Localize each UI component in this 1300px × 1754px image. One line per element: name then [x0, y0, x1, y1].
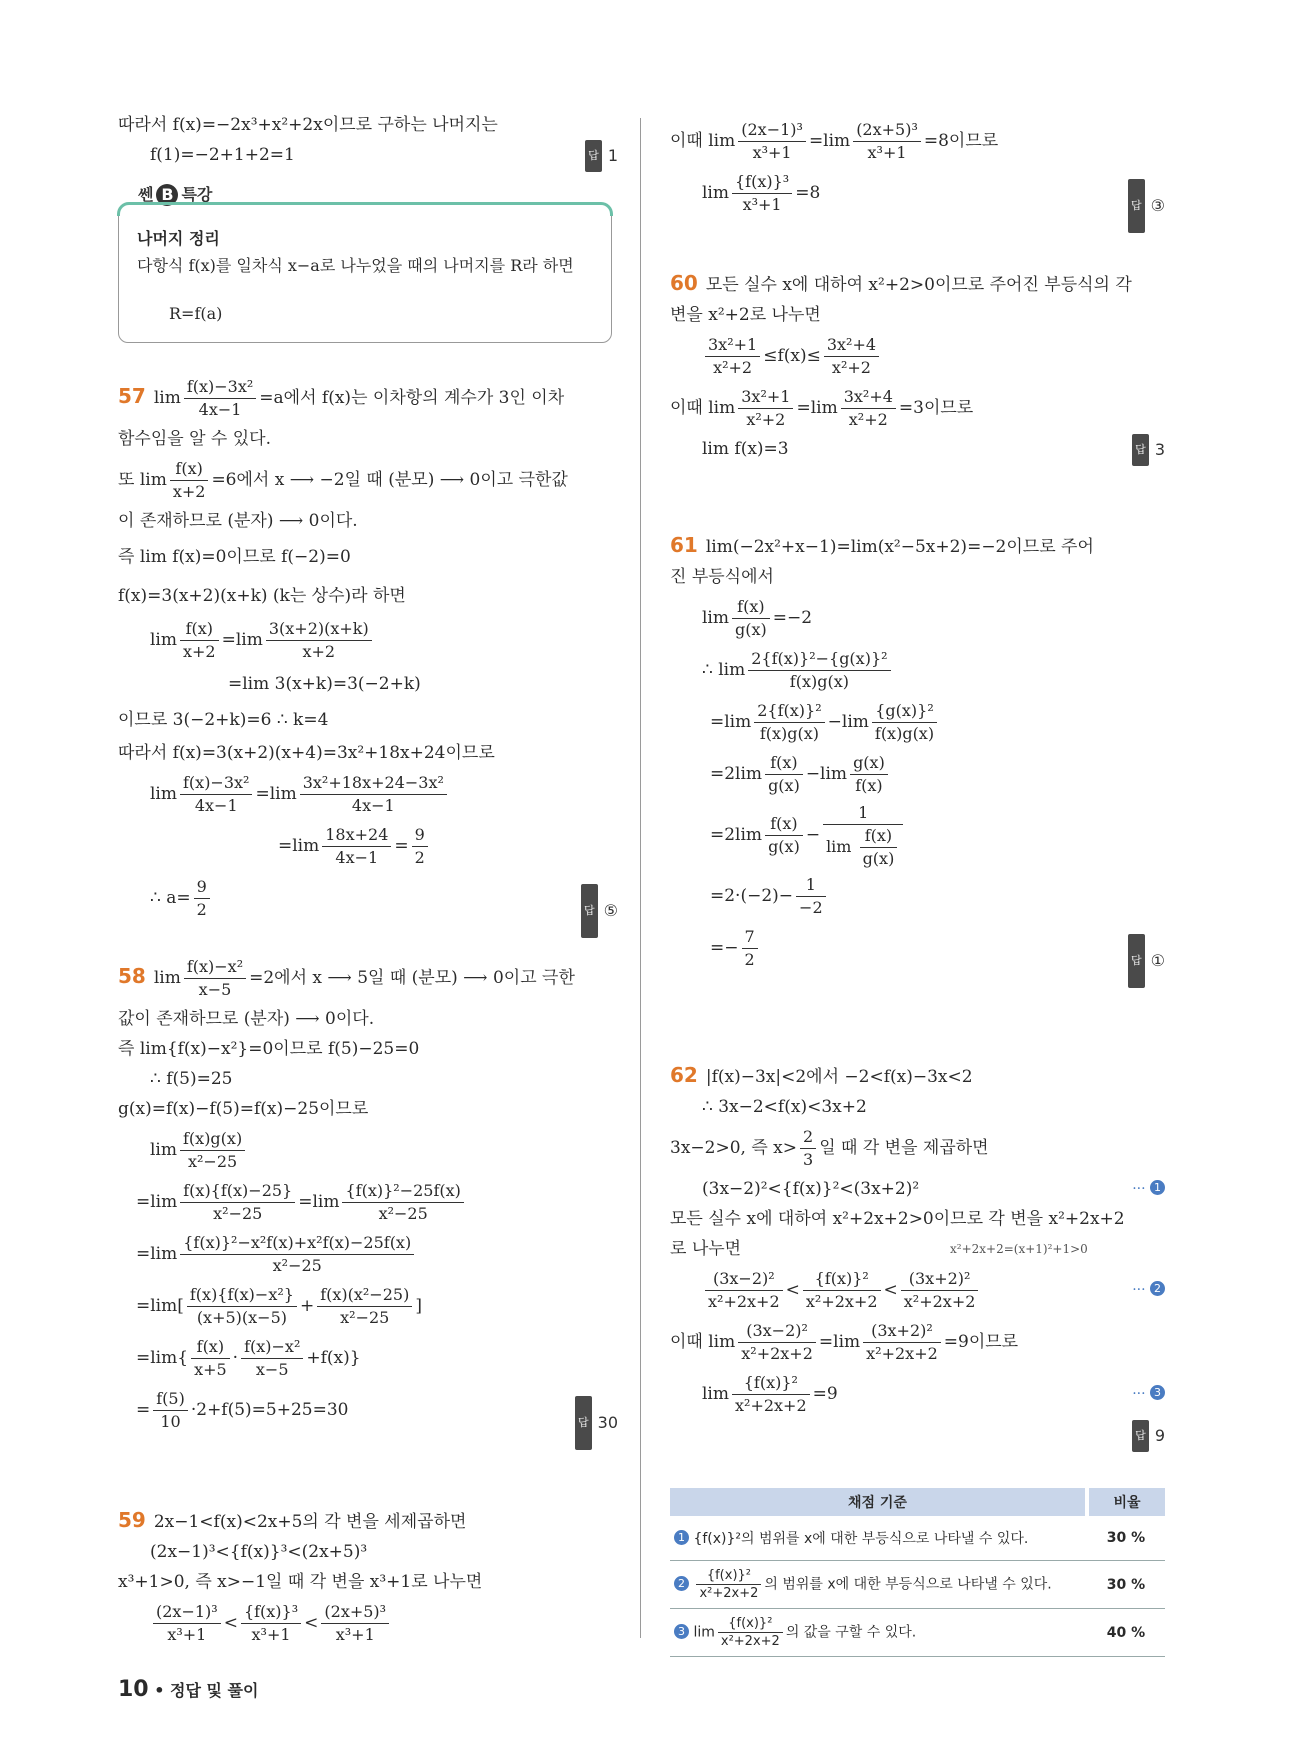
answer-59: [1128, 179, 1165, 233]
step-number: 3: [674, 1624, 689, 1639]
formula-line: 이때 lim $\frac{\text{3x²+1}}{\text{x²+2}}$ =lim $\frac{\text{3x²+4}}{\text{x²+2}}$ =3이므로: [670, 387, 974, 429]
answer-badge: 답: [1128, 179, 1145, 233]
tip-title: 나머지 정리: [137, 229, 220, 248]
answer-61: [1128, 934, 1165, 988]
answer-value: 3: [1154, 440, 1165, 459]
table-header: 비율: [1087, 1488, 1165, 1516]
text: =8이므로: [923, 131, 999, 151]
text: ∴ a=: [150, 888, 191, 908]
problem-number: 61: [670, 533, 698, 557]
fraction: $\frac{7}{2}$: [742, 926, 758, 971]
fraction: $\frac{\text{3x²+1}}{\text{x²+2}}$: [738, 386, 793, 431]
fraction: $\frac{18x+24}{4x-1}$: [322, 824, 391, 869]
fraction: $\frac{\text{(3x−2)²}}{\text{x²+2x+2}}$: [705, 1268, 783, 1313]
step-marker: ··· 2: [1132, 1264, 1165, 1316]
text-line: g(x)=f(x)−f(5)=f(x)−25이므로: [118, 1099, 369, 1119]
formula-line: lim $\frac{f(x)}{x+2}$ =lim $\frac{3(x+2)(x+k)}{x+2}$: [118, 614, 618, 666]
text: 2x−1<f(x)<2x+5의 각 변을 세제곱하면: [153, 1512, 467, 1532]
table-cell: 30 %: [1087, 1516, 1165, 1561]
text: 의 값을 구할 수 있다.: [785, 1624, 917, 1641]
answer-badge: 답: [581, 884, 598, 938]
fraction: $\frac{\text{(2x−1)³}}{\text{x³+1}}$: [153, 1601, 221, 1646]
fraction: 1 lim $\frac{f(x)}{g(x)}$: [823, 802, 903, 870]
solution-61: [670, 530, 1165, 974]
fraction: $\frac{\text{\{f(x)\}²}}{\text{x²+2x+2}}$: [803, 1268, 881, 1313]
text-line: 따라서 f(x)=3(x+2)(x+4)=3x²+18x+24이므로: [118, 743, 495, 763]
fraction: $\frac{f(x)g(x)}{\text{x²−25}}$: [180, 1128, 245, 1173]
solution-60: [670, 268, 1165, 464]
answer-57: [581, 884, 618, 938]
formula-line: $\frac{\text{(3x−2)²}}{\text{x²+2x+2}}$ < $\frac{\text{\{f(x)\}²}}{\text{x²+2x+2}}$ < $\frac{\text{(3x+2)²}}{\text{x²+2x+2}}$ ··· 2: [670, 1264, 1165, 1316]
tip-brand: 쎈: [138, 185, 154, 204]
table-cell: 30 %: [1087, 1561, 1165, 1609]
text: ·2+f(5)=5+25=30: [190, 1400, 349, 1420]
text-line: 따라서 f(x)=−2x³+x²+2x이므로 구하는 나머지는: [118, 115, 498, 135]
text: |f(x)−3x|<2에서 −2<f(x)−3x<2: [705, 1067, 973, 1087]
table-row: [670, 1561, 1165, 1609]
fraction: $\frac{\text{\{f(x)\}²}}{\text{x²+2x+2}}$: [732, 1372, 810, 1417]
answer-badge: 답: [1132, 434, 1149, 466]
solution-58: [118, 950, 618, 1436]
table-row: [670, 1609, 1165, 1657]
text-line: ∴ f(5)=25: [150, 1069, 233, 1089]
problem-number: 58: [118, 964, 146, 988]
formula-line: ∴ lim $\frac{\text{2\{f(x)\}²−\{g(x)\}²}}{f(x)g(x)}$: [670, 644, 1165, 696]
fraction: $\frac{\text{(3x+2)²}}{\text{x²+2x+2}}$: [863, 1320, 941, 1365]
fraction: $\frac{f(x)}{x+5}$: [191, 1336, 230, 1381]
text-line: 즉 lim{f(x)−x²}=0이므로 f(5)−25=0: [118, 1039, 420, 1059]
solution-62: [670, 1060, 1165, 1450]
fraction: $\frac{\text{\{f(x)\}³}}{\text{x³+1}}$: [241, 1601, 301, 1646]
text: 또 lim: [118, 470, 167, 490]
fraction: $\frac{\text{(3x+2)²}}{\text{x²+2x+2}}$: [901, 1268, 979, 1313]
text-line: [118, 370, 618, 424]
text-line: [670, 530, 1165, 562]
formula-line: =lim $\frac{\text{\{f(x)\}²−x²f(x)+x²f(x)−25f(x)}}{\text{x²−25}}$: [118, 1228, 618, 1280]
fraction: $\frac{\text{(2x−1)³}}{\text{x³+1}}$: [738, 119, 806, 164]
table-cell: [670, 1561, 1087, 1609]
fraction: $\frac{\text{f(x)−3x²}}{4x-1}$: [184, 376, 256, 421]
formula-line: ∴ 3x−2<f(x)<3x+2: [702, 1097, 867, 1117]
formula-line: lim $\frac{\text{f(x)−3x²}}{4x-1}$ =lim $\frac{\text{3x²+18x+24−3x²}}{4x-1}$: [118, 768, 618, 820]
text-line: [670, 1234, 1165, 1264]
formula-line: lim $\frac{f(x)}{g(x)}$ =−2: [702, 597, 813, 639]
text-line: 이 존재하므로 (분자) ⟶ 0이다.: [118, 511, 358, 531]
formula-line: lim $\frac{\text{\{f(x)\}³}}{\text{x³+1}}$ =8 답 ③: [670, 167, 1165, 219]
text: (3x−2)²<{f(x)}²<(3x+2)²: [702, 1179, 920, 1199]
formula-line: lim $\frac{f(x)g(x)}{\text{x²−25}}$: [118, 1124, 618, 1176]
answer-value: 30: [597, 1413, 618, 1432]
fraction: $\frac{9}{2}$: [412, 824, 428, 869]
text-line: 진 부등식에서: [670, 567, 774, 587]
formula-line: =lim $\frac{\text{2\{f(x)\}²}}{f(x)g(x)}$ −lim $\frac{\text{\{g(x)\}²}}{f(x)g(x)}$: [670, 696, 1165, 748]
table-header-row: [670, 1488, 1165, 1516]
text-line: [670, 268, 1165, 300]
problem-number: 60: [670, 271, 698, 295]
answer-62: [1132, 1420, 1165, 1452]
step-number: 1: [674, 1530, 689, 1545]
text-line: 58 lim $\frac{\text{f(x)−x²}}{x-5}$ =2에서 x ⟶ 5일 때 (분모) ⟶ 0이고 극한: [118, 957, 575, 999]
answer-badge: 답: [585, 140, 602, 172]
problem-number: 62: [670, 1063, 698, 1087]
formula-line: =lim $\frac{18x+24}{4x-1}$ = $\frac{9}{2}$: [118, 820, 618, 872]
answer-value: 1: [607, 146, 618, 165]
fraction: $\frac{\text{f(x)(x²−25)}}{\text{x²−25}}$: [317, 1284, 412, 1329]
fraction: $\frac{\text{(3x−2)²}}{\text{x²+2x+2}}$: [738, 1320, 816, 1365]
answer-value: ⑤: [603, 901, 618, 920]
text-line: 모든 실수 x에 대하여 x²+2x+2>0이므로 각 변을 x²+2x+2: [670, 1209, 1125, 1229]
fraction: $\frac{\text{3x²+18x+24−3x²}}{4x-1}$: [300, 772, 447, 817]
table-row: [670, 1516, 1165, 1561]
grading-table: [670, 1488, 1165, 1657]
text-line: [118, 140, 618, 170]
answer-value: 9: [1154, 1426, 1165, 1445]
text: {f(x)}²의 범위를 x에 대한 부등식으로 나타낼 수 있다.: [693, 1531, 1029, 1547]
fraction: $\frac{f(5)}{10}$: [153, 1388, 188, 1433]
fraction: $\frac{f(x)}{g(x)}$: [732, 596, 770, 641]
table-cell: 40 %: [1087, 1609, 1165, 1657]
formula-line: $\frac{\text{3x²+1}}{\text{x²+2}}$ ≤f(x)≤ $\frac{\text{3x²+4}}{\text{x²+2}}$: [670, 330, 1165, 382]
text: =2·(−2)−: [710, 886, 794, 906]
fraction: $\frac{\text{\{f(x)\}²−x²f(x)+x²f(x)−25f(x)}}{\text{x²−25}}$: [180, 1232, 414, 1277]
text-line: x³+1>0, 즉 x>−1일 때 각 변을 x³+1로 나누면: [118, 1572, 483, 1592]
side-note: x²+2x+2=(x+1)²+1>0: [950, 1242, 1088, 1256]
formula-line: =2lim $\frac{f(x)}{g(x)}$ −lim $\frac{g(x)}{f(x)}$: [670, 748, 1165, 800]
fraction: $\frac{\text{f(x)\{f(x)−x²\}}}{(x+5)(x-5)}$: [187, 1284, 297, 1329]
formula-line: [118, 872, 618, 924]
fraction: $\frac{f(x)}{g(x)}$: [765, 813, 803, 858]
column-divider: [640, 118, 641, 1638]
text: lim f(x)=3: [702, 439, 789, 459]
text: 로 나누면: [670, 1239, 742, 1259]
fraction: $\frac{1}{-2}$: [796, 874, 826, 919]
answer-60: [1132, 434, 1165, 466]
fraction: $\frac{\text{\{f(x)\}³}}{\text{x³+1}}$: [732, 171, 792, 216]
answer-58: [575, 1396, 618, 1450]
step-marker: ··· 3: [1132, 1368, 1165, 1420]
fraction: $\frac{\text{3x²+4}}{\text{x²+2}}$: [841, 386, 896, 431]
fraction: $\frac{\text{(2x+5)³}}{\text{x³+1}}$: [853, 119, 921, 164]
text-line: [118, 1505, 618, 1537]
text-line: 변을 x²+2로 나누면: [670, 305, 821, 325]
right-column-59: [670, 115, 1165, 219]
text-line: 이므로 3(−2+k)=6 ∴ k=4: [118, 710, 329, 730]
answer-badge: 답: [1132, 1420, 1149, 1452]
tip-box: [118, 203, 612, 343]
fraction: $\frac{\text{\{f(x)\}²}}{\text{x²+2x+2}}$: [718, 1615, 783, 1650]
formula-line: =lim[ $\frac{\text{f(x)\{f(x)−x²\}}}{(x+5)(x-5)}$ + $\frac{\text{f(x)(x²−25)}}{\text{x²−25}}$ ]: [136, 1285, 422, 1327]
table-cell: [670, 1516, 1087, 1561]
formula-line: 이때 lim $\frac{\text{(2x−1)³}}{\text{x³+1}}$ =lim $\frac{\text{(2x+5)³}}{\text{x³+1}}$ =8이므로: [670, 120, 999, 162]
step-marker: ··· 1: [1132, 1174, 1165, 1204]
footer-text: • 정답 및 풀이: [154, 1681, 259, 1700]
page-number: 10: [118, 1677, 149, 1702]
answer-line: [670, 1420, 1165, 1450]
text-line: 함수임을 알 수 있다.: [118, 429, 271, 449]
formula-line: =2lim $\frac{f(x)}{g(x)}$ − 1 lim $\frac{f(x)}{g(x)}$: [670, 800, 1165, 870]
tip-tag: 특강: [181, 185, 213, 204]
page-footer: [118, 1677, 258, 1702]
text-line: 즉 lim f(x)=0이므로 f(−2)=0: [118, 547, 351, 567]
formula-line: [670, 434, 1165, 464]
text-line: f(x)=3(x+2)(x+k) (k는 상수)라 하면: [118, 586, 406, 606]
fraction: $\frac{9}{2}$: [194, 876, 210, 921]
fraction: $\frac{f(x)}{g(x)}$: [765, 752, 803, 797]
tip-text: 다항식 f(x)를 일차식 x−a로 나누었을 때의 나머지를 R라 하면: [137, 256, 574, 275]
text: =2에서 x ⟶ 5일 때 (분모) ⟶ 0이고 극한: [249, 968, 575, 988]
text: 일 때 각 변을 제곱하면: [819, 1138, 989, 1158]
fraction: $\frac{f(x)}{g(x)}$: [860, 825, 898, 870]
problem-number: 59: [118, 1508, 146, 1532]
fraction: $\frac{\text{\{f(x)\}²}}{\text{x²+2x+2}}$: [696, 1567, 761, 1602]
text: =3이므로: [898, 398, 974, 418]
text: =9이므로: [943, 1332, 1019, 1352]
answer-value: ①: [1150, 951, 1165, 970]
formula-line: =lim $\frac{f(x)\{f(x)-25\}}{\text{x²−25}}$ =lim $\frac{\text{\{f(x)\}²−25f(x)}}{\text{x²−25}}$: [118, 1176, 618, 1228]
answer-badge: 답: [575, 1396, 592, 1450]
fraction: $\frac{f(x)\{f(x)-25\}}{\text{x²−25}}$: [180, 1180, 295, 1225]
formula-line: $\frac{\text{(2x−1)³}}{\text{x³+1}}$ < $\frac{\text{\{f(x)\}³}}{\text{x³+1}}$ < $\frac{\text{(2x+5)³}}{\text{x³+1}}$: [118, 1597, 618, 1649]
fraction: $\frac{\text{\{g(x)\}²}}{f(x)g(x)}$: [872, 700, 937, 745]
formula-line: =− $\frac{7}{2}$ 답 ①: [670, 922, 1165, 974]
fraction: $\frac{3(x+2)(x+k)}{x+2}$: [266, 618, 372, 663]
text: 3x−2>0, 즉 x>: [670, 1138, 797, 1158]
tip-box-accent: [117, 202, 613, 216]
fraction: $\frac{\text{\{f(x)\}²−25f(x)}}{\text{x²−25}}$: [342, 1180, 463, 1225]
formula-line: (2x−1)³<{f(x)}³<(2x+5)³: [150, 1542, 368, 1562]
text-line: [670, 1060, 1165, 1092]
tip-formula: R=f(a): [169, 304, 223, 323]
step-number: 2: [674, 1576, 689, 1591]
lim: lim: [153, 388, 181, 408]
formula-line: =lim{ $\frac{f(x)}{x+5}$ · $\frac{\text{f(x)−x²}}{x-5}$ +f(x)}: [136, 1337, 361, 1379]
text: 의 범위를 x에 대한 부등식으로 나타낼 수 있다.: [764, 1576, 1052, 1593]
fraction: $\frac{f(x)}{x+2}$: [180, 618, 219, 663]
fraction: $\frac{\text{3x²+1}}{\text{x²+2}}$: [705, 334, 760, 379]
text: 모든 실수 x에 대하여 x²+2>0이므로 주어진 부등식의 각: [705, 275, 1132, 295]
text-line: [118, 454, 618, 506]
left-column: [118, 110, 618, 170]
fraction: $\frac{g(x)}{f(x)}$: [850, 752, 888, 797]
table-header: 채점 기준: [670, 1488, 1087, 1516]
fraction: $\frac{\text{(2x+5)³}}{\text{x³+1}}$: [321, 1601, 389, 1646]
formula-line: = $\frac{f(5)}{10}$ ·2+f(5)=5+25=30 답 30: [118, 1384, 618, 1436]
answer-value: ③: [1150, 196, 1165, 215]
formula-line: lim $\frac{\text{\{f(x)\}²}}{\text{x²+2x+2}}$ =9 ··· 3: [670, 1368, 1165, 1420]
fraction: $\frac{\text{f(x)−x²}}{x-5}$: [241, 1336, 303, 1381]
answer-badge: 답: [1128, 934, 1145, 988]
text: =6에서 x ⟶ −2일 때 (분모) ⟶ 0이고 극한값: [211, 470, 568, 490]
text-line: 값이 존재하므로 (분자) ⟶ 0이다.: [118, 1009, 375, 1029]
text: =a에서 f(x)는 이차항의 계수가 3인 이차: [259, 388, 565, 408]
solution-57: [118, 370, 618, 924]
fraction: $\frac{\text{3x²+4}}{\text{x²+2}}$: [824, 334, 879, 379]
table-cell: 3 lim $\frac{\text{\{f(x)\}²}}{\text{x²+2x+2}}$ 의 값을 구할 수 있다.: [670, 1609, 1087, 1657]
formula-line: 이때 lim $\frac{\text{(3x−2)²}}{\text{x²+2x+2}}$ =lim $\frac{\text{(3x+2)²}}{\text{x²+2x+2}}$ =9이므로: [670, 1321, 1019, 1363]
fraction: $\frac{\text{f(x)−x²}}{x-5}$: [184, 956, 246, 1001]
fraction: $\frac{f(x)}{x+2}$: [170, 458, 209, 503]
solution-59: [118, 1505, 618, 1649]
formula-line: =lim 3(x+k)=3(−2+k): [228, 674, 421, 694]
fraction: $\frac{\text{2\{f(x)\}²}}{f(x)g(x)}$: [754, 700, 824, 745]
fraction: $\frac{\text{2\{f(x)\}²−\{g(x)\}²}}{f(x)g(x)}$: [748, 648, 890, 693]
problem-number: 57: [118, 384, 146, 408]
formula: f(1)=−2+1+2=1: [150, 145, 295, 165]
text-line: [670, 1122, 1165, 1174]
fraction: $\frac{\text{f(x)−3x²}}{4x-1}$: [180, 772, 252, 817]
text: lim(−2x²+x−1)=lim(x²−5x+2)=−2이므로 주어: [705, 537, 1094, 557]
formula-line: [670, 870, 1165, 922]
tip-badge: B: [156, 184, 178, 206]
answer-1: [585, 140, 618, 172]
formula-line: [670, 1174, 1165, 1204]
fraction: $\frac{2}{3}$: [800, 1126, 816, 1171]
